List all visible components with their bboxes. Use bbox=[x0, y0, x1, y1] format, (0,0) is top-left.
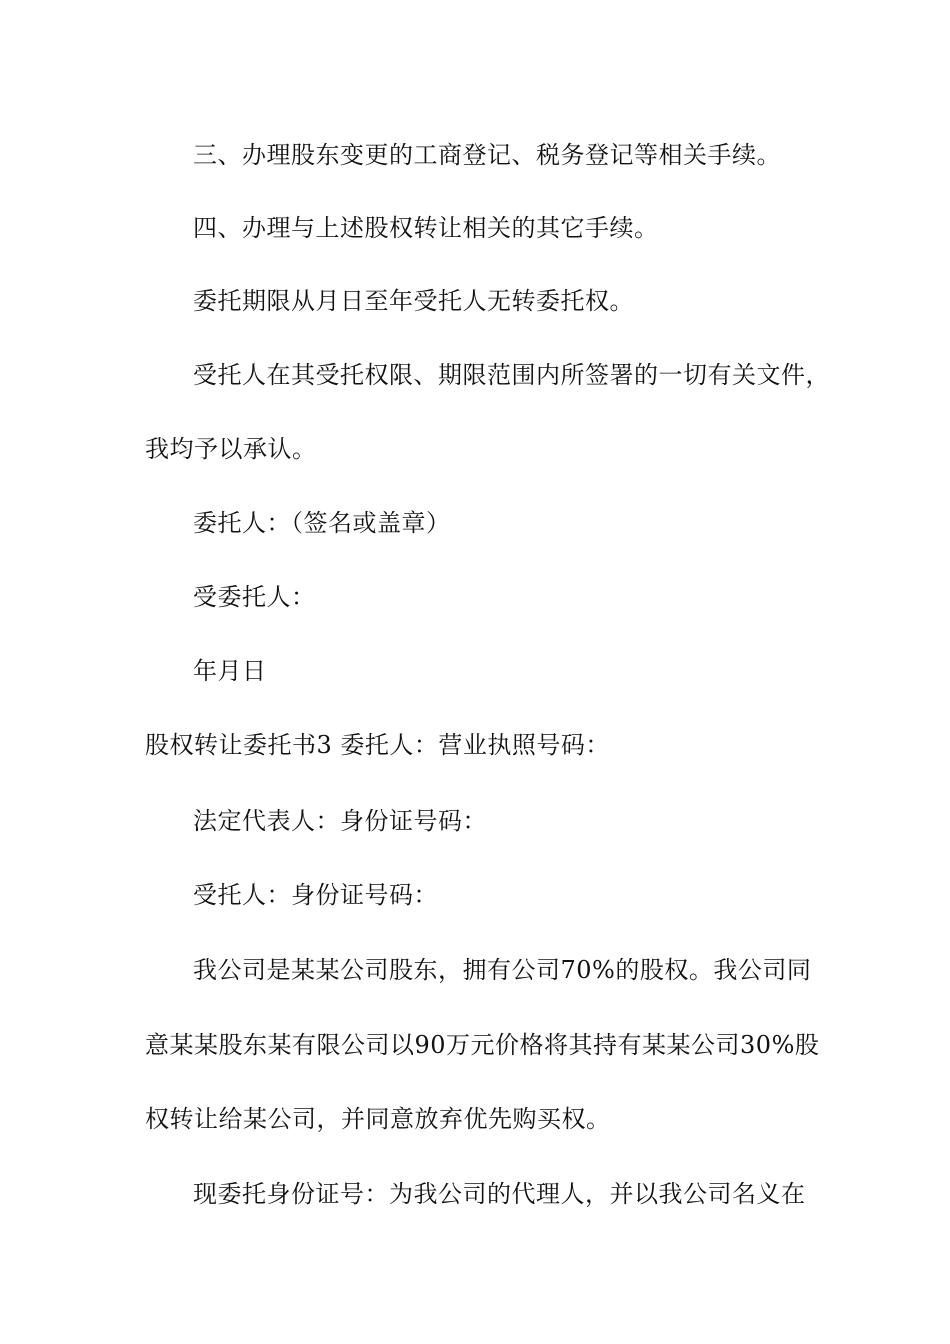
signature-principal: 委托人：（签名或盖章） bbox=[193, 509, 451, 537]
body-paragraph-delegate: 现委托身份证号：为我公司的代理人，并以我公司名义在 bbox=[193, 1180, 806, 1208]
body-paragraph-line2: 意某某股东某有限公司以90万元价格将其持有某某公司30%股 bbox=[145, 1031, 820, 1059]
field-agent: 受托人：身份证号码： bbox=[193, 881, 438, 909]
paragraph-acknowledge-line1: 受托人在其受托权限、期限范围内所签署的一切有关文件， bbox=[193, 361, 830, 389]
paragraph-acknowledge-line2: 我均予以承认。 bbox=[145, 435, 317, 463]
signature-agent: 受委托人： bbox=[193, 583, 316, 611]
body-paragraph-line3: 权转让给某公司，并同意放弃优先购买权。 bbox=[145, 1105, 611, 1133]
signature-date: 年月日 bbox=[193, 657, 267, 685]
paragraph-term: 委托期限从月日至年受托人无转委托权。 bbox=[193, 287, 634, 315]
paragraph-item-three: 三、办理股东变更的工商登记、税务登记等相关手续。 bbox=[193, 141, 781, 169]
section-heading-3: 股权转让委托书3 委托人：营业执照号码： bbox=[145, 731, 610, 759]
paragraph-item-four: 四、办理与上述股权转让相关的其它手续。 bbox=[193, 214, 659, 242]
field-legal-representative: 法定代表人：身份证号码： bbox=[193, 807, 487, 835]
body-paragraph-line1: 我公司是某某公司股东，拥有公司70%的股权。我公司同 bbox=[193, 956, 812, 984]
